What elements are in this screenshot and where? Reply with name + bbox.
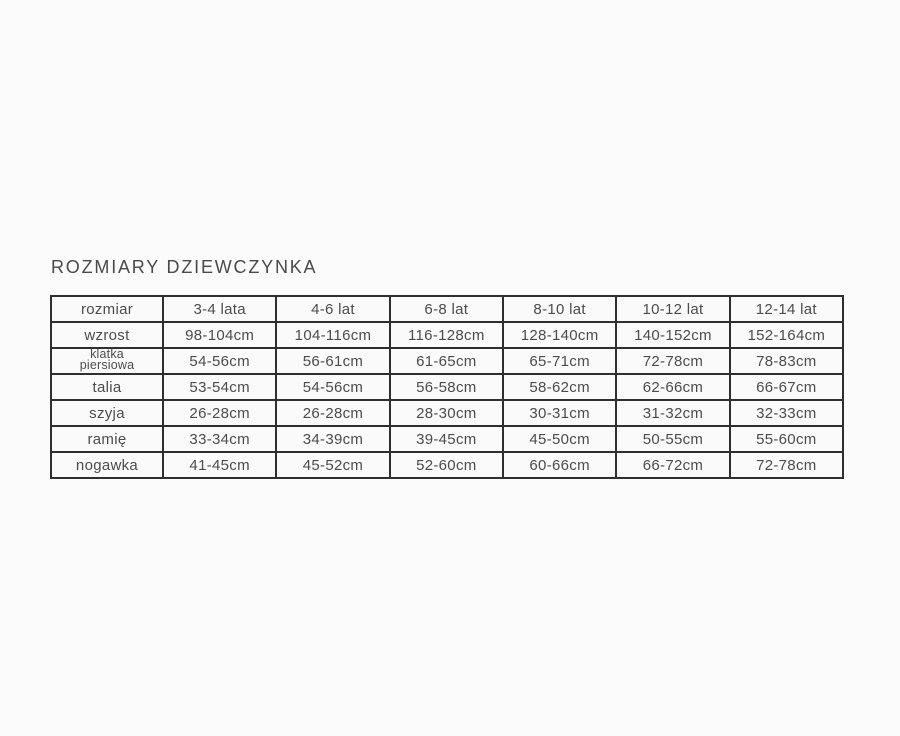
table-row-klatka-piersiowa xyxy=(51,348,843,374)
size-cell: 56-61cm xyxy=(276,348,389,374)
size-cell: 128-140cm xyxy=(503,322,616,348)
size-cell: 66-72cm xyxy=(616,452,729,478)
size-cell: 26-28cm xyxy=(163,400,276,426)
size-cell: 66-67cm xyxy=(730,374,843,400)
size-cell: 152-164cm xyxy=(730,322,843,348)
size-cell: 39-45cm xyxy=(390,426,503,452)
row-label: nogawka xyxy=(51,452,163,478)
size-cell: 28-30cm xyxy=(390,400,503,426)
row-label: szyja xyxy=(51,400,163,426)
row-label xyxy=(51,348,163,374)
size-cell: 30-31cm xyxy=(503,400,616,426)
table-header-row xyxy=(51,296,843,322)
size-table xyxy=(50,295,844,479)
size-cell: 72-78cm xyxy=(616,348,729,374)
row-label: wzrost xyxy=(51,322,163,348)
size-cell: 34-39cm xyxy=(276,426,389,452)
page-title: ROZMIARY DZIEWCZYNKA xyxy=(51,257,318,277)
size-cell: 32-33cm xyxy=(730,400,843,426)
header-cell-age: 8-10 lat xyxy=(503,296,616,322)
header-cell-age: 3-4 lata xyxy=(163,296,276,322)
size-cell: 26-28cm xyxy=(276,400,389,426)
size-cell: 41-45cm xyxy=(163,452,276,478)
row-label: talia xyxy=(51,374,163,400)
size-cell: 31-32cm xyxy=(616,400,729,426)
size-cell: 54-56cm xyxy=(163,348,276,374)
size-cell: 45-50cm xyxy=(503,426,616,452)
header-cell-age: 12-14 lat xyxy=(730,296,843,322)
table-row-nogawka xyxy=(51,452,843,478)
header-cell-age: 6-8 lat xyxy=(390,296,503,322)
table-row-wzrost xyxy=(51,322,843,348)
size-chart-section xyxy=(50,255,844,479)
size-cell: 116-128cm xyxy=(390,322,503,348)
size-cell: 56-58cm xyxy=(390,374,503,400)
row-label: ramię xyxy=(51,426,163,452)
size-cell: 98-104cm xyxy=(163,322,276,348)
size-cell: 140-152cm xyxy=(616,322,729,348)
size-cell: 45-52cm xyxy=(276,452,389,478)
header-cell-age: 4-6 lat xyxy=(276,296,389,322)
size-cell: 53-54cm xyxy=(163,374,276,400)
header-cell-age: 10-12 lat xyxy=(616,296,729,322)
table-row-talia xyxy=(51,374,843,400)
size-cell: 78-83cm xyxy=(730,348,843,374)
size-cell: 60-66cm xyxy=(503,452,616,478)
size-cell: 72-78cm xyxy=(730,452,843,478)
size-cell: 62-66cm xyxy=(616,374,729,400)
size-cell: 33-34cm xyxy=(163,426,276,452)
size-cell: 65-71cm xyxy=(503,348,616,374)
table-row-szyja xyxy=(51,400,843,426)
table-row-ramie xyxy=(51,426,843,452)
size-cell: 54-56cm xyxy=(276,374,389,400)
header-cell-rozmiar: rozmiar xyxy=(51,296,163,322)
size-cell: 55-60cm xyxy=(730,426,843,452)
size-cell: 61-65cm xyxy=(390,348,503,374)
size-cell: 50-55cm xyxy=(616,426,729,452)
size-cell: 58-62cm xyxy=(503,374,616,400)
size-cell: 104-116cm xyxy=(276,322,389,348)
row-label-text: klatka piersiowa xyxy=(79,348,135,372)
size-cell: 52-60cm xyxy=(390,452,503,478)
